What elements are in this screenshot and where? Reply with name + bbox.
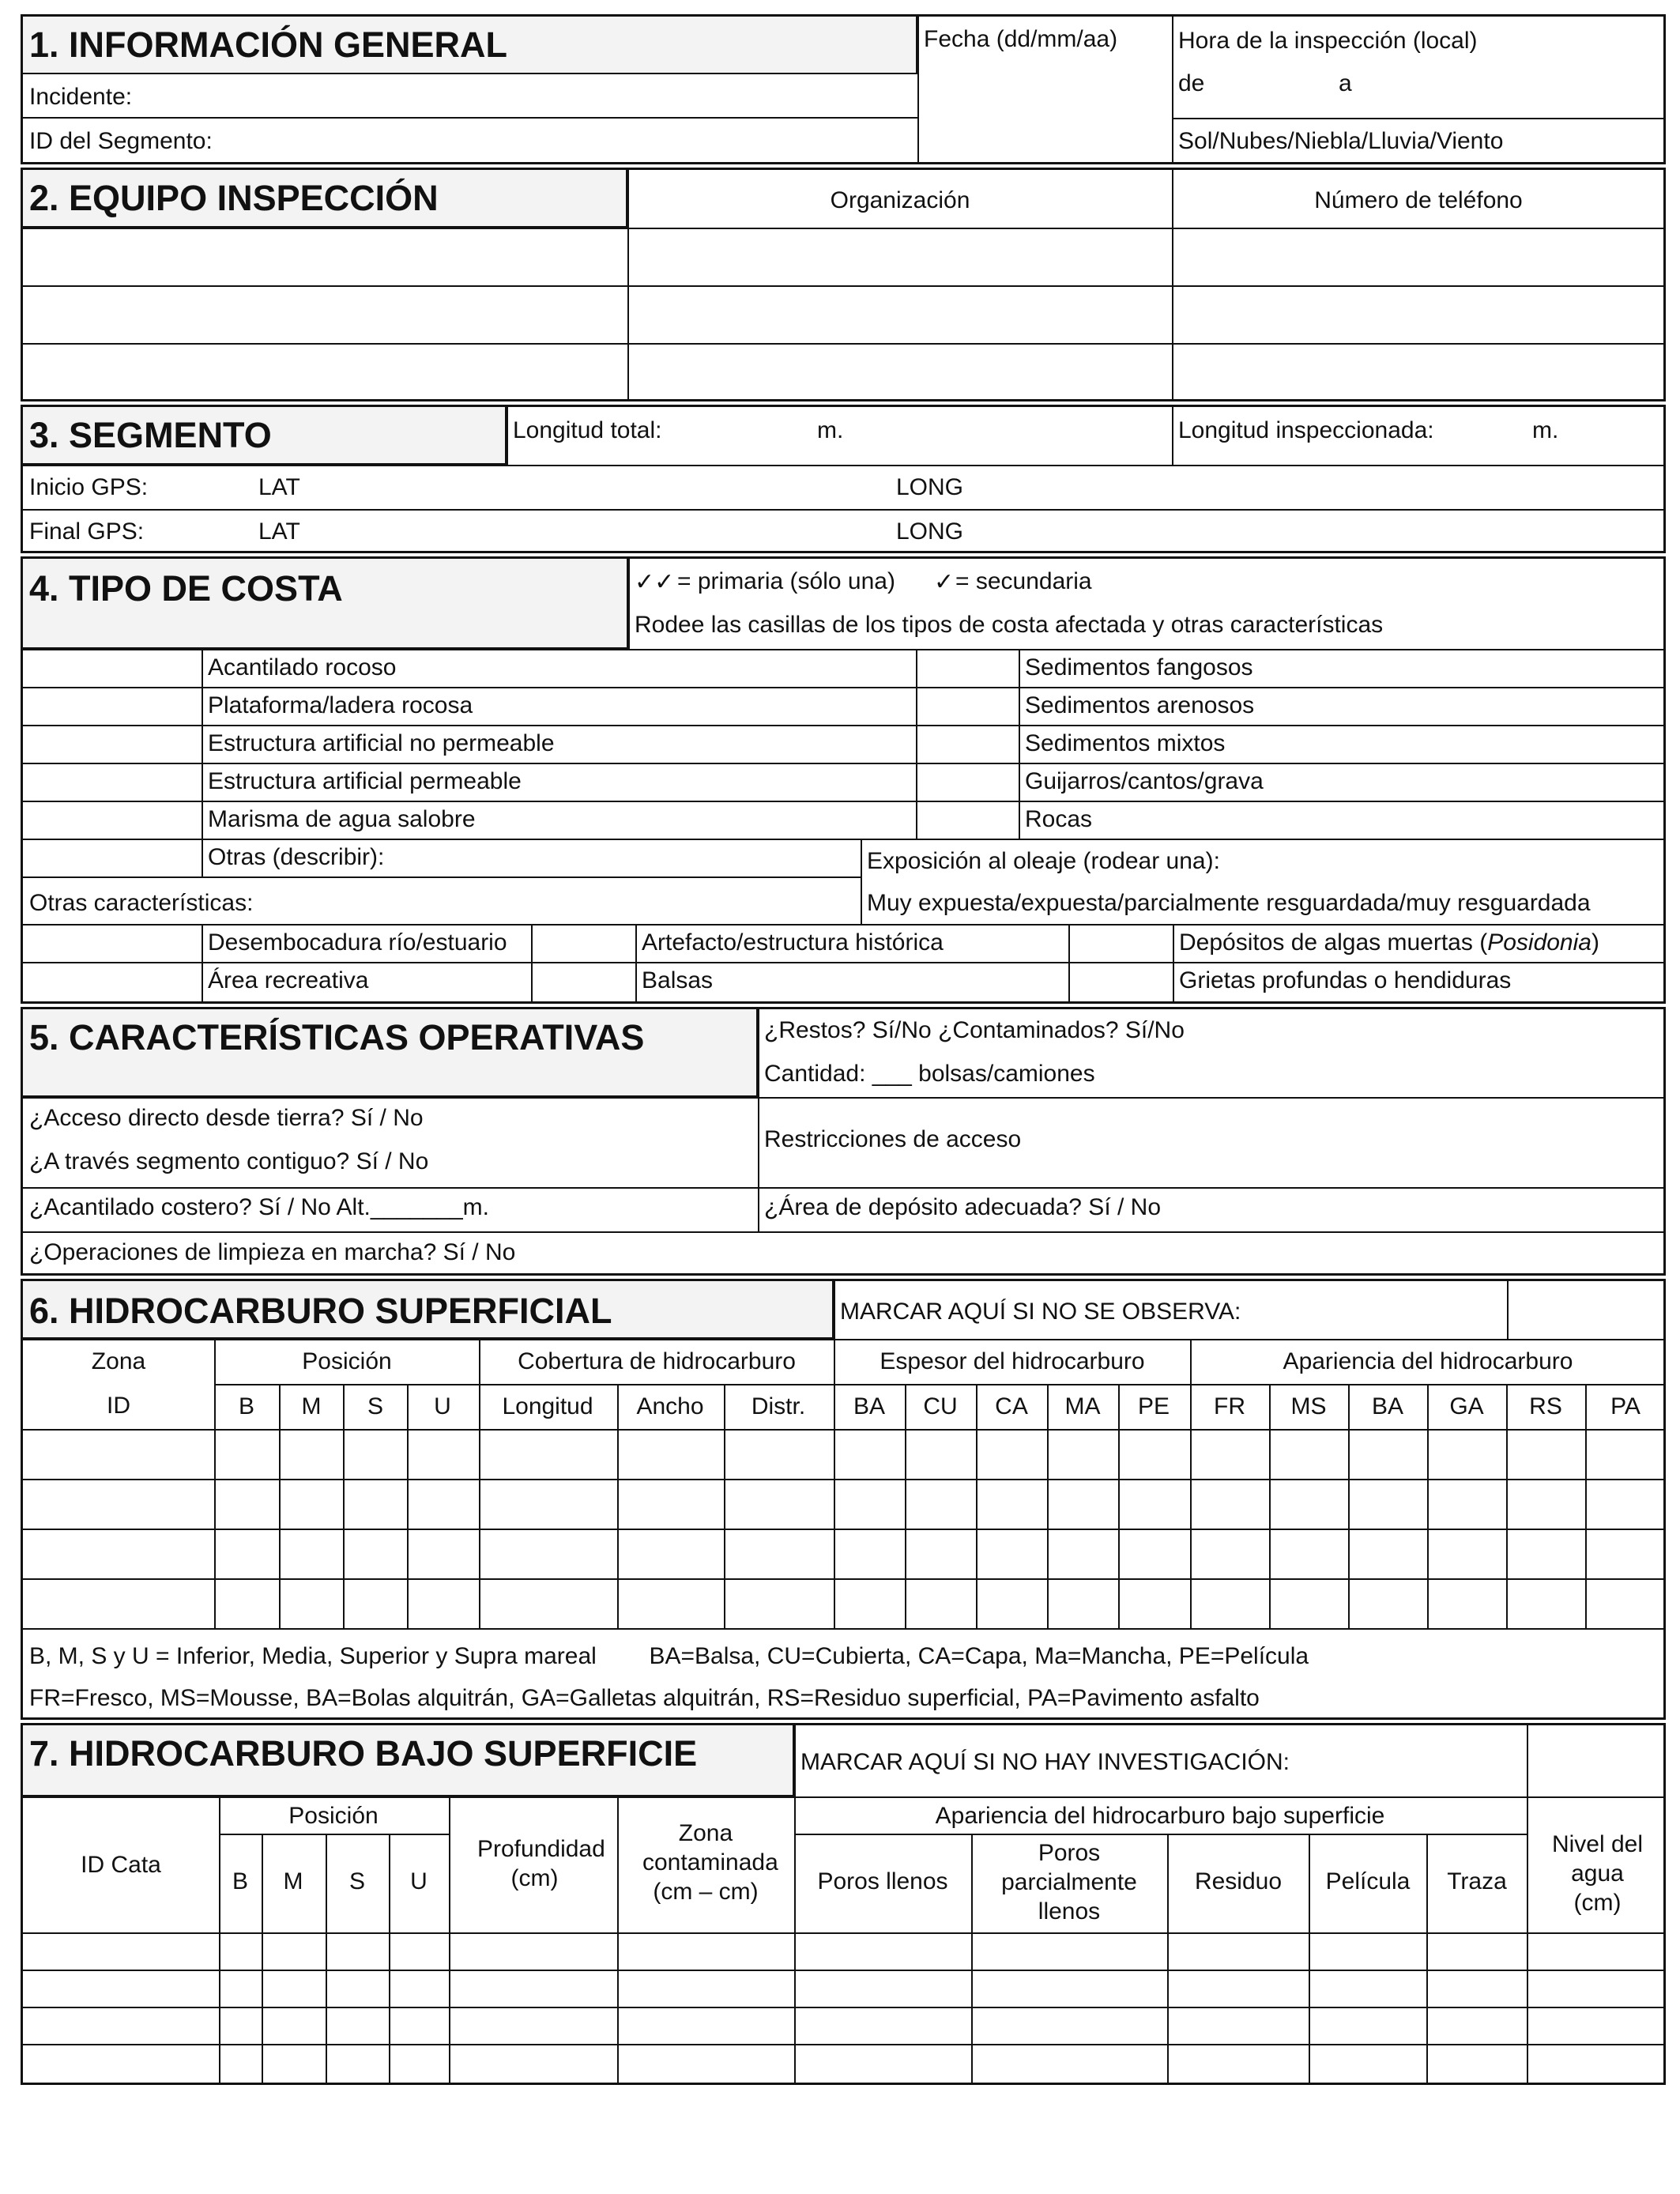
- depth-header: Profundidad (cm): [477, 1836, 605, 1891]
- group-appearance-header: Apariencia del hidrocarburo: [1283, 1348, 1573, 1374]
- col-header: CA: [995, 1393, 1028, 1419]
- storage-area-question[interactable]: ¿Área de depósito adecuada? Sí / No: [764, 1194, 1162, 1220]
- section-6-surface-oil: [21, 1279, 1666, 1720]
- checkbox-impermeable-structure[interactable]: [23, 726, 201, 762]
- group-coverage-header: Cobertura de hidrocarburo: [518, 1348, 796, 1374]
- col-header: GA: [1449, 1393, 1484, 1419]
- checkbox-deep-cracks[interactable]: [1070, 963, 1172, 1001]
- feature-rafts-label: Balsas: [642, 967, 714, 993]
- organization-header: Organización: [830, 187, 970, 213]
- phone-header: Número de teléfono: [1314, 187, 1523, 213]
- checkbox-rocky-cliff[interactable]: [23, 650, 201, 686]
- team-row-2-org[interactable]: [629, 287, 1171, 342]
- col-header: Distr.: [751, 1393, 806, 1419]
- table-row[interactable]: [23, 1480, 1665, 1528]
- checkbox-historic-artifact[interactable]: [533, 925, 635, 961]
- gps-start-long[interactable]: LONG: [896, 474, 964, 500]
- col-header: U: [410, 1868, 428, 1894]
- table-row[interactable]: [23, 2045, 1665, 2080]
- feature-cracks-label: Grietas profundas o hendiduras: [1179, 967, 1512, 993]
- coast-type-label: Estructura artificial permeable: [208, 768, 522, 794]
- section-1-general-info: [21, 14, 1666, 164]
- feature-algae-label: Depósitos de algas muertas (Posidonia): [1179, 929, 1599, 956]
- team-row-1-org[interactable]: [629, 229, 1171, 285]
- checkbox-salt-marsh[interactable]: [23, 802, 201, 838]
- col-header: PA: [1610, 1393, 1640, 1419]
- total-length-unit: m.: [817, 417, 844, 443]
- col-header: Longitud: [502, 1393, 593, 1419]
- team-row-2-phone[interactable]: [1173, 287, 1665, 342]
- time-to-field[interactable]: a: [1339, 70, 1352, 96]
- coast-type-label: Estructura artificial no permeable: [208, 730, 555, 756]
- gps-end-long[interactable]: LONG: [896, 518, 964, 545]
- coast-type-label: Acantilado rocoso: [208, 654, 397, 680]
- col-header: Residuo: [1194, 1868, 1283, 1894]
- legend-appearance: FR=Fresco, MS=Mousse, BA=Bolas alquitrán, GA=Galletas alquitrán, RS=Residuo superficial, PA=Pavimento asfalto: [29, 1685, 1260, 1711]
- checkbox-recreation-area[interactable]: [23, 963, 201, 1001]
- direct-access-question[interactable]: ¿Acceso directo desde tierra? Sí / No: [29, 1105, 424, 1131]
- team-row-3-name[interactable]: [23, 345, 627, 400]
- col-header: Poros llenos: [817, 1868, 948, 1894]
- coast-type-label: Marisma de agua salobre: [208, 806, 476, 832]
- team-row-3-org[interactable]: [629, 345, 1171, 400]
- checkbox-mixed-sediments[interactable]: [917, 726, 1018, 762]
- table-row[interactable]: [23, 1934, 1665, 1969]
- coast-type-label: Sedimentos mixtos: [1025, 730, 1226, 756]
- debris-quantity-field[interactable]: Cantidad: ___ bolsas/camiones: [764, 1061, 1095, 1087]
- team-row-1-phone[interactable]: [1173, 229, 1665, 285]
- gps-end-label: Final GPS:: [29, 518, 145, 545]
- coast-type-label: Sedimentos arenosos: [1025, 692, 1255, 718]
- section-5-operational: [21, 1007, 1666, 1276]
- checkbox-rafts[interactable]: [533, 963, 635, 1001]
- col-header: M: [283, 1868, 303, 1894]
- team-row-1-name[interactable]: [23, 229, 627, 285]
- section-3-segment: [21, 405, 1666, 553]
- col-header: Película: [1325, 1868, 1411, 1894]
- secondary-legend: = secundaria: [955, 568, 1092, 594]
- contaminated-zone-header: Zona contaminada (cm – cm): [642, 1820, 778, 1905]
- checkbox-rocks[interactable]: [917, 802, 1018, 838]
- inspected-length-unit: m.: [1532, 417, 1559, 443]
- feature-recreation-label: Área recreativa: [208, 967, 369, 993]
- section-3-title: 3. SEGMENTO: [29, 415, 272, 455]
- col-header: S: [348, 1868, 366, 1894]
- primary-legend: = primaria (sólo una): [677, 568, 895, 594]
- checkbox-mud-sediments[interactable]: [917, 650, 1018, 686]
- segment-id-field[interactable]: ID del Segmento:: [29, 128, 213, 154]
- pit-id-header: ID Cata: [81, 1852, 161, 1878]
- checkbox-rocky-platform[interactable]: [23, 688, 201, 724]
- section-2-inspection-team: [21, 168, 1666, 401]
- table-row[interactable]: [23, 1431, 1665, 1478]
- debris-question[interactable]: ¿Restos? Sí/No ¿Contaminados? Sí/No: [764, 1017, 1185, 1043]
- date-field[interactable]: Fecha (dd/mm/aa): [924, 26, 1118, 52]
- checkbox-sand-sediments[interactable]: [917, 688, 1018, 724]
- col-header: BA: [853, 1393, 886, 1419]
- coast-type-label: Rocas: [1025, 806, 1093, 832]
- gps-start-lat[interactable]: LAT: [258, 474, 300, 500]
- exposure-options[interactable]: Muy expuesta/expuesta/parcialmente resguardada/muy resguardada: [867, 890, 1591, 916]
- section-4-coast-type: [21, 556, 1666, 1004]
- id-header: ID: [107, 1393, 130, 1419]
- legend-position-thickness: B, M, S y U = Inferior, Media, Superior y Supra mareal BA=Balsa, CU=Cubierta, CA=Capa, Ma=Mancha, PE=Película: [29, 1643, 1309, 1669]
- checkbox-algae-deposits[interactable]: [1070, 925, 1172, 961]
- group-thickness-header: Espesor del hidrocarburo: [880, 1348, 1145, 1374]
- no-investigation-label: MARCAR AQUÍ SI NO HAY INVESTIGACIÓN:: [800, 1749, 1290, 1775]
- gps-start-label: Inicio GPS:: [29, 474, 149, 500]
- no-investigation-checkbox[interactable]: [1528, 1725, 1665, 1796]
- position-header: Posición: [288, 1803, 379, 1829]
- section-7-subsurface-oil: [21, 1723, 1666, 2085]
- coast-type-label: Plataforma/ladera rocosa: [208, 692, 473, 718]
- col-header: Poros parcialmente llenos: [1001, 1840, 1137, 1924]
- table-row[interactable]: [23, 1580, 1665, 1627]
- appearance-group-header: Apariencia del hidrocarburo bajo superficie: [935, 1803, 1385, 1829]
- col-header: FR: [1214, 1393, 1245, 1419]
- section-5-title: 5. CARACTERÍSTICAS OPERATIVAS: [29, 1017, 645, 1057]
- col-header: MA: [1064, 1393, 1101, 1419]
- none-observed-label: MARCAR AQUÍ SI NO SE OBSERVA:: [840, 1299, 1241, 1325]
- primary-marks: ✓✓: [635, 569, 675, 595]
- col-header: S: [367, 1393, 384, 1419]
- access-restrictions-field[interactable]: Restricciones de acceso: [764, 1126, 1022, 1152]
- col-header: M: [301, 1393, 322, 1419]
- table-row[interactable]: [23, 2008, 1665, 2043]
- section-6-title: 6. HIDROCARBURO SUPERFICIAL: [29, 1291, 612, 1331]
- feature-artifact-label: Artefacto/estructura histórica: [642, 929, 944, 956]
- col-header: CU: [923, 1393, 958, 1419]
- table-row[interactable]: [23, 1530, 1665, 1578]
- section-2-title: 2. EQUIPO INSPECCIÓN: [29, 178, 439, 218]
- team-row-2-name[interactable]: [23, 287, 627, 342]
- total-length-field[interactable]: Longitud total:: [513, 417, 662, 443]
- col-header: B: [232, 1868, 249, 1894]
- checkbox-gravel[interactable]: [917, 764, 1018, 800]
- col-header: B: [238, 1393, 255, 1419]
- coast-instruction: Rodee las casillas de los tipos de costa afectada y otras características: [635, 612, 1384, 638]
- col-header: Traza: [1447, 1868, 1507, 1894]
- col-header: RS: [1529, 1393, 1562, 1419]
- incident-field[interactable]: Incidente:: [29, 84, 133, 110]
- cliff-question[interactable]: ¿Acantilado costero? Sí / No Alt._______m.: [29, 1194, 489, 1220]
- secondary-mark: ✓: [934, 569, 955, 595]
- feature-river-label: Desembocadura río/estuario: [208, 929, 507, 956]
- weather-field[interactable]: Sol/Nubes/Niebla/Lluvia/Viento: [1178, 128, 1504, 154]
- time-from-field[interactable]: de: [1178, 70, 1205, 96]
- col-header: U: [434, 1393, 451, 1419]
- inspected-length-field[interactable]: Longitud inspeccionada:: [1178, 417, 1434, 443]
- section-7-title: 7. HIDROCARBURO BAJO SUPERFICIE: [29, 1733, 698, 1774]
- checkbox-river-mouth[interactable]: [23, 925, 201, 961]
- col-header: BA: [1371, 1393, 1404, 1419]
- checkbox-permeable-structure[interactable]: [23, 764, 201, 800]
- checkbox-other[interactable]: [23, 840, 201, 876]
- section-4-title: 4. TIPO DE COSTA: [29, 568, 343, 609]
- exposure-label: Exposición al oleaje (rodear una):: [867, 848, 1220, 874]
- none-observed-checkbox[interactable]: [1509, 1281, 1665, 1338]
- group-position-header: Posición: [302, 1348, 392, 1374]
- col-header: Ancho: [636, 1393, 704, 1419]
- other-describe-field[interactable]: Otras (describir):: [208, 844, 385, 870]
- adjacent-access-question[interactable]: ¿A través segmento contiguo? Sí / No: [29, 1148, 429, 1174]
- col-header: MS: [1290, 1393, 1327, 1419]
- other-features-field[interactable]: Otras características:: [29, 890, 254, 916]
- team-row-3-phone[interactable]: [1173, 345, 1665, 400]
- coast-type-label: Sedimentos fangosos: [1025, 654, 1253, 680]
- water-level-header: Nivel del agua (cm): [1551, 1831, 1644, 1916]
- col-header: PE: [1137, 1393, 1170, 1419]
- table-row[interactable]: [23, 1971, 1665, 2006]
- inspection-time-label: Hora de la inspección (local): [1178, 28, 1478, 54]
- section-1-title: 1. INFORMACIÓN GENERAL: [29, 25, 508, 65]
- zone-header: Zona: [91, 1348, 146, 1374]
- gps-end-lat[interactable]: LAT: [258, 518, 300, 545]
- coast-type-label: Guijarros/cantos/grava: [1025, 768, 1264, 794]
- cleanup-question[interactable]: ¿Operaciones de limpieza en marcha? Sí / No: [29, 1239, 516, 1265]
